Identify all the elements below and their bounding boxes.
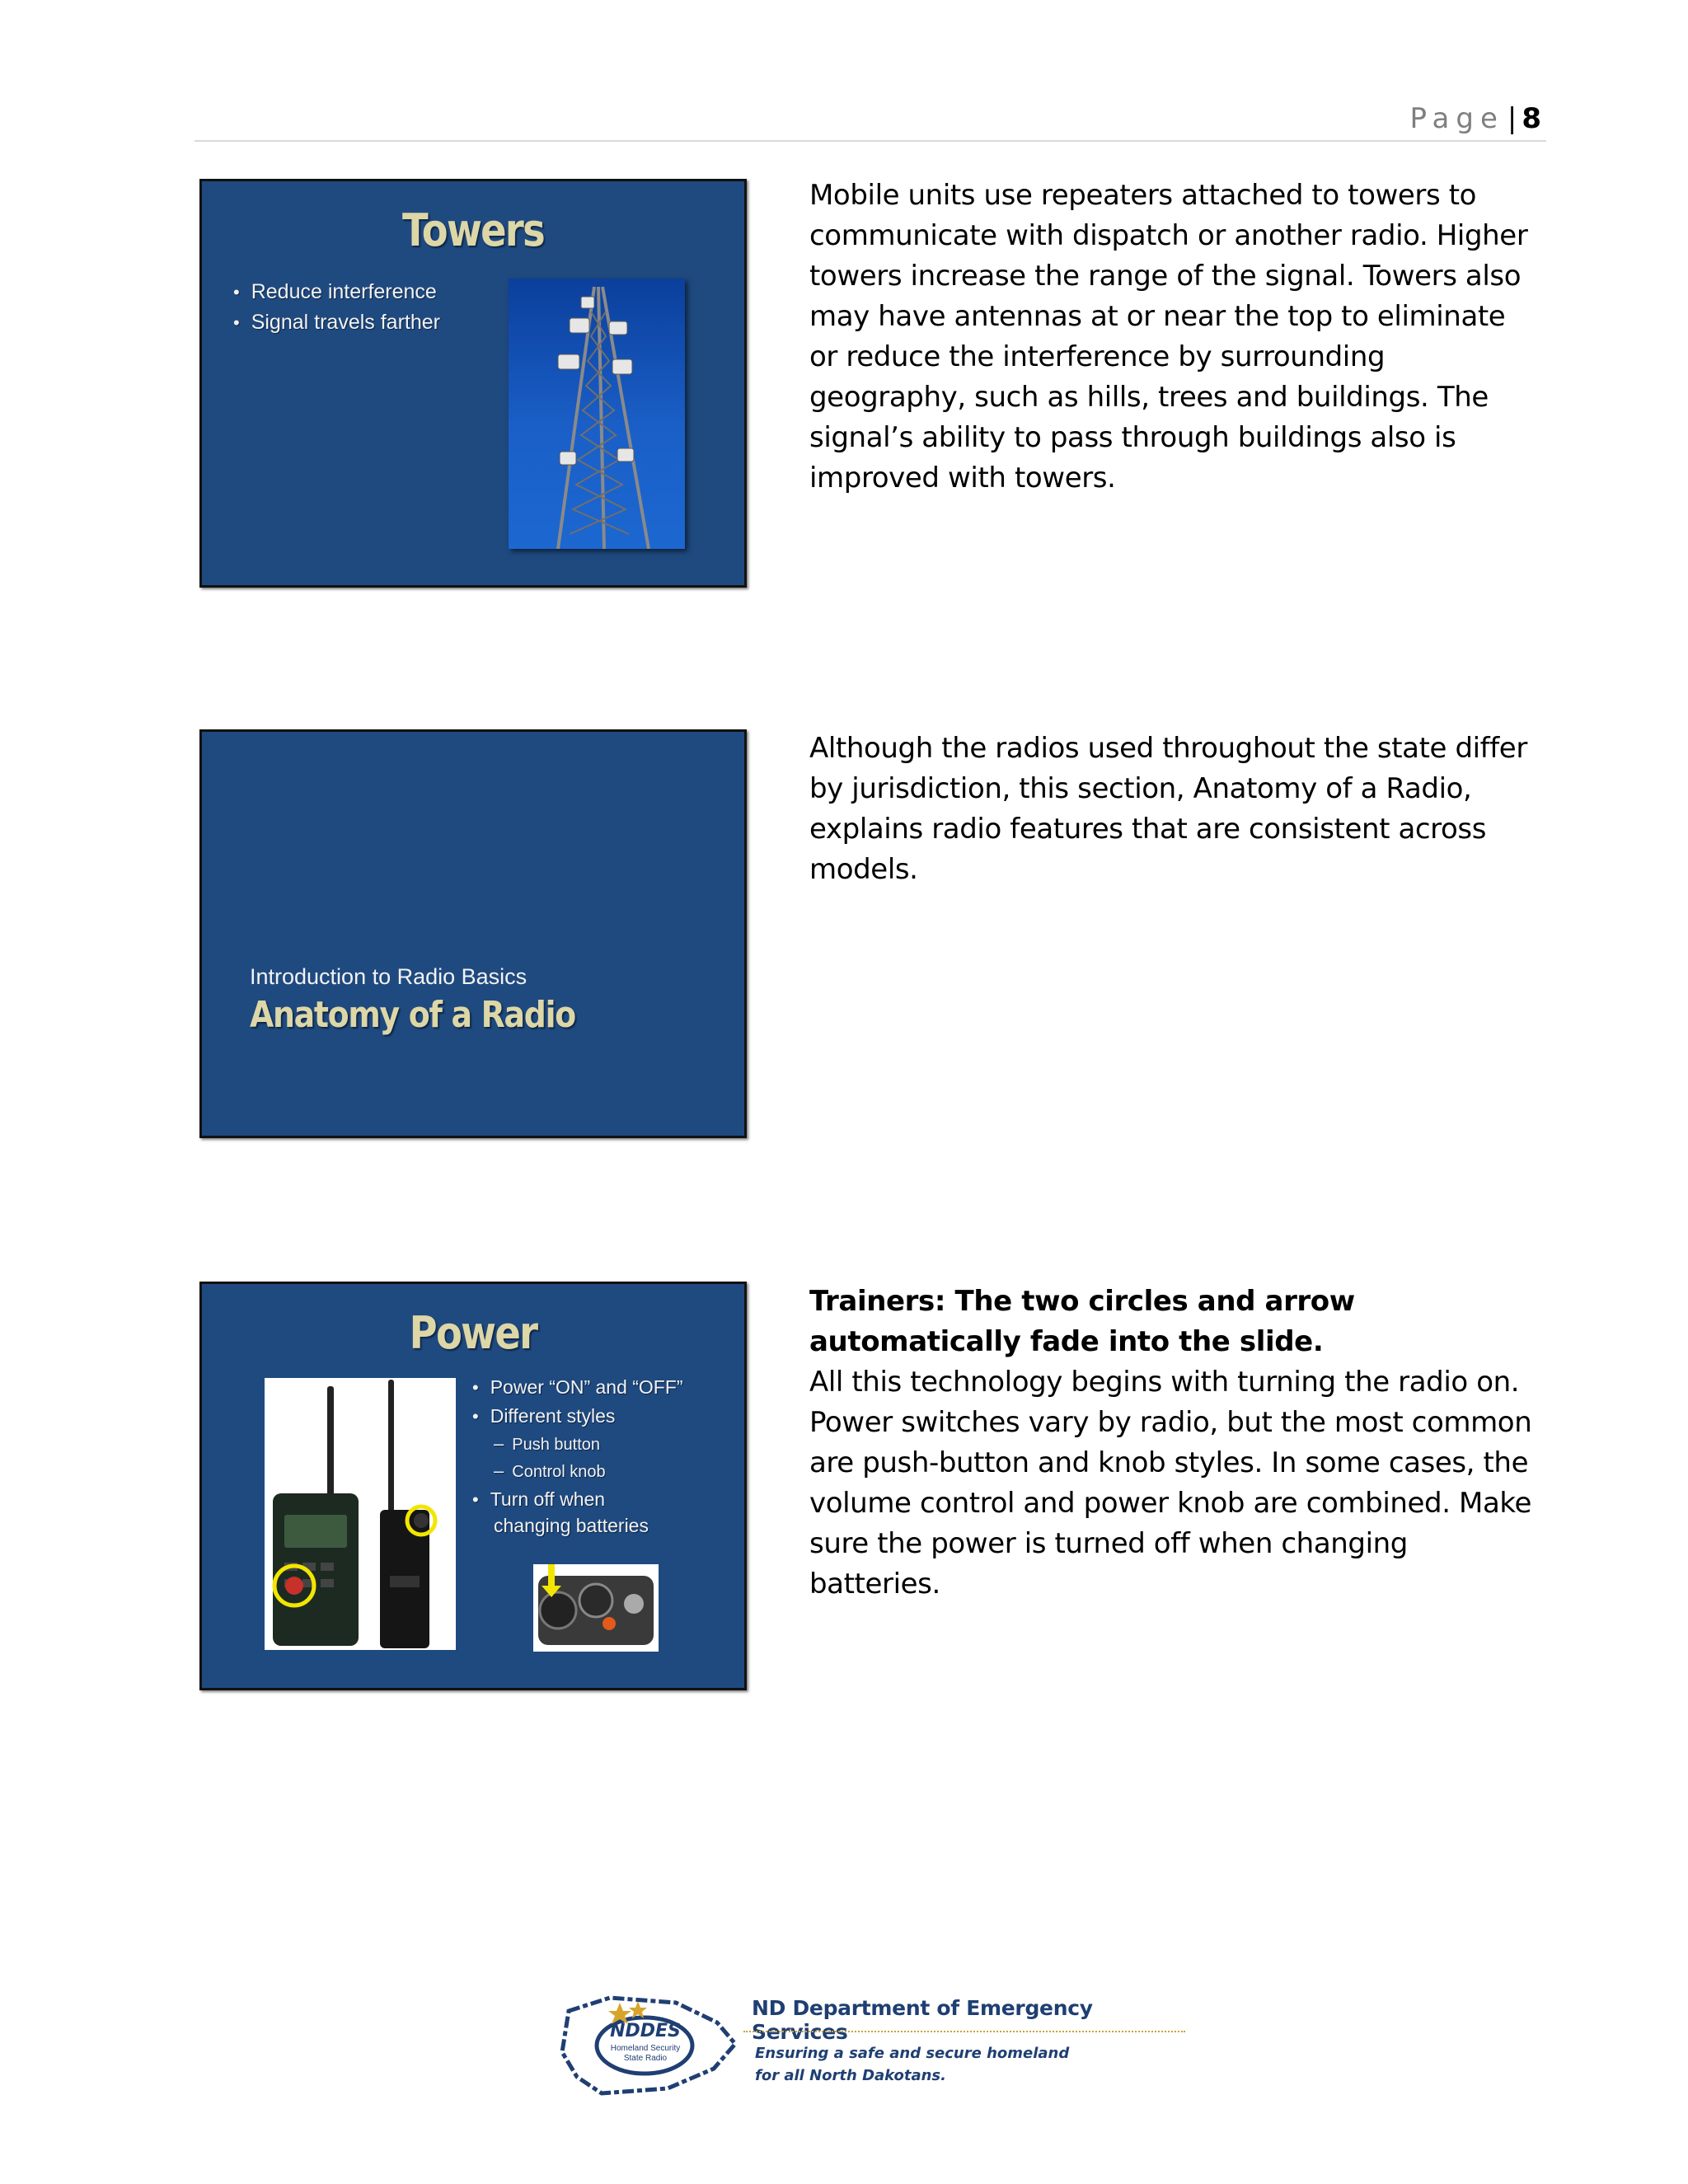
knob-photo (533, 1564, 659, 1652)
slide-subtitle: Introduction to Radio Basics (250, 964, 528, 989)
logo-sub2: State Radio (623, 2054, 668, 2063)
nddes-logo (552, 1986, 742, 2098)
paragraph: All this technology begins with turning the radio on. Power switches vary by radio, but the most common are push-button and knob styles. In some cases, the volume control and power knob are combined. Make sure the power is turned off when changing batteries. (809, 1366, 1532, 1601)
handheld-radios-image (265, 1378, 456, 1650)
paragraph: Although the radios used throughout the state differ by jurisdiction, this section, Anatomy of a Radio, explains radio features that are consistent across models. (809, 732, 1527, 886)
slide-bullet-continuation: changing batteries (494, 1515, 649, 1536)
footer-tagline-line: Ensuring a safe and secure homeland (755, 2045, 1070, 2062)
section-text (809, 1282, 1535, 1605)
page-separator: | (1507, 102, 1517, 135)
footer-divider (743, 2031, 1185, 2032)
nd-arrowhead-logo-icon (552, 1986, 742, 2098)
trainer-note: Trainers: The two circles and arrow automatically fade into the slide. (809, 1285, 1355, 1358)
slide-power (199, 1282, 747, 1690)
slide-title: Power (409, 1307, 537, 1359)
footer-org-name: ND Department of Emergency Services (752, 1996, 1093, 2044)
slide-towers (199, 179, 747, 588)
radios-photo (265, 1378, 456, 1650)
slide-sub-bullet: – Control knob (472, 1458, 683, 1485)
slide-bullet: • Power “ON” and “OFF” (472, 1373, 683, 1402)
section-text (809, 176, 1535, 499)
slide-bullet: • Different styles (472, 1402, 683, 1431)
paragraph: Mobile units use repeaters attached to towers to communicate with dispatch or another radio. Higher towers increase the range of the signal. Towers also may have antennas at or near the top to eliminate or reduce the interference by surrounding geography, such as hills, trees and buildings. The signal’s ability to pass through buildings also is improved with towers. (809, 179, 1528, 494)
logo-sub1: Homeland Security (610, 2044, 681, 2053)
page-header (195, 97, 1546, 142)
page-word: Page (1409, 102, 1504, 135)
footer-tagline (755, 2042, 1069, 2087)
section-text (809, 729, 1535, 890)
logo-text: NDDES (610, 2021, 681, 2041)
control-knob-image (533, 1564, 659, 1652)
slide-bullets (233, 277, 440, 338)
slide-anatomy (199, 729, 747, 1138)
slide-bullet: • Turn off when (472, 1485, 683, 1514)
tower-image (509, 279, 685, 549)
slide-bullet: • Reduce interference (233, 277, 440, 307)
slide-title: Anatomy of a Radio (250, 994, 575, 1036)
slide-sub-bullet: – Push button (472, 1431, 683, 1458)
slide-title: Towers (401, 204, 545, 256)
footer (552, 1986, 1195, 2102)
footer-tagline-line: for all North Dakotans. (755, 2067, 946, 2084)
slide-bullets (472, 1373, 683, 1538)
slide-bullet: • Signal travels farther (233, 307, 440, 338)
page-number-label (1410, 102, 1541, 135)
tower-photo (509, 279, 685, 549)
page-number: 8 (1522, 102, 1541, 135)
